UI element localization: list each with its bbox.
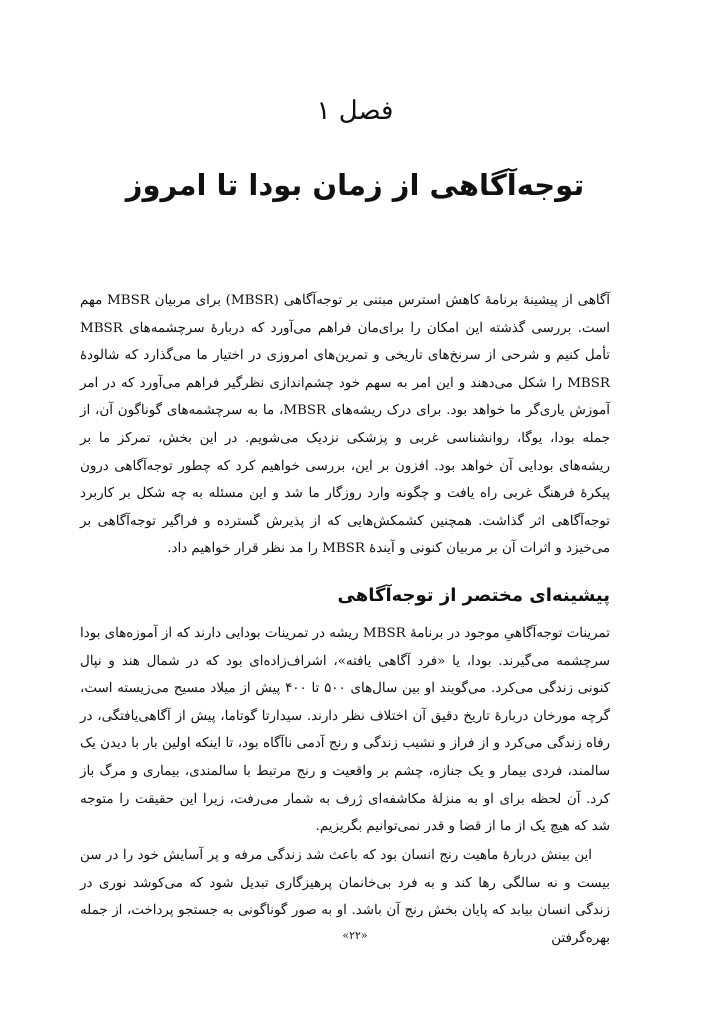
chapter-title: توجه‌آگاهی از زمان بودا تا امروز — [125, 168, 585, 202]
section-heading: پیشینه‌ای مختصر از توجه‌آگاهی — [337, 585, 610, 606]
page-number: «۲۲» — [342, 929, 368, 942]
section-paragraph-2: این بینش دربارهٔ ماهیت رنج انسان بود که باعث شد زندگی مرفه و پر آسایش خود را در سن بیست و نه سالگی رها کند و به فرد بی‌خانمان پرهیزگاری تبدیل شود که می‌کوشد نوری در زندگی انسان بیابد که پایان بخش رنج آن باشد. او به صور گوناگونی به جستجو پرداخت، از جمله بهره‌گرفتن — [80, 848, 610, 946]
intro-paragraph: آگاهی از پیشینهٔ برنامهٔ کاهش استرس مبتنی بر توجه‌آگاهی (MBSR) برای مربیان MBSR مهم است. بررسی گذشته این امکان را برای‌مان فراهم می‌آورد که دربارهٔ سرچشمه‌های MBSR تأمل کنیم و شرحی از سرنخ‌های تاریخی و تمرین‌های امروزی در اختیار ما می‌گذارد که شالودهٔ MBSR را شکل می‌دهند و این امر به سهم خود چشم‌اندازی نظرگیر فراهم می‌آورد که در امر آموزش یاری‌گر ما خواهد بود. برای درک ریشه‌های MBSR، ما به سرچشمه‌های گوناگون آن، از جمله بودا، یوگا، روانشناسی غربی و پزشکی نزدیک می‌شویم. در این بخش، تمرکز ما بر ریشه‌های بودایی آن خواهد بود. افزون بر این، بررسی خواهیم کرد که چطور توجه‌آگاهی درون پیکرهٔ فرهنگ غربی راه یافت و چگونه وارد روزگار ما شد و این مسئله به چه شکل بر کاربرد توجه‌آگاهی اثر گذاشت. همچنین کشمکش‌هایی که از پذیرش گسترده و فراگیر توجه‌آگاهی بر می‌خیزد و اثرات آن بر مربیان کنونی و آیندهٔ MBSR را مد نظر قرار خواهیم داد. — [80, 293, 611, 557]
section-paragraph-1: تمرینات توجه‌آگاهیِ موجود در برنامهٔ MBSR ریشه در تمرینات بودایی دارند که از آموزه‌های بودا سرچشمه می‌گیرند. بودا، یا «فرد آگاهی یافته»، اشراف‌زاده‌ای بود که در شمال هند و نپال کنونی زندگی می‌کرد. می‌گویند او بین سال‌های ۵۰۰ تا ۴۰۰ پیش از میلاد مسیح می‌زیسته است، گرچه مورخان دربارهٔ تاریخ دقیق آن اختلاف نظر دارند. سیدارتا گوتاما، پیش از آگاهی‌یافتگی، در رفاه زندگی می‌کرد و از فراز و نشیب زندگی و رنج آدمی ناآگاه بود، تا اینکه اولین بار با دیدن یک سالمند، فردی بیمار و یک جنازه، چشم بر واقعیت و رنج مرتبط با سالمندی، بیماری و مرگ باز کرد. آن لحظه برای او به منزلهٔ مکاشفه‌ای ژرف به شمار می‌رفت، زیرا این حقیقت را متوجه شد که هیچ یک از ما از قضا و قدر نمی‌توانیم بگریزیم. — [80, 626, 610, 835]
chapter-label: فصل ۱ — [316, 96, 394, 126]
